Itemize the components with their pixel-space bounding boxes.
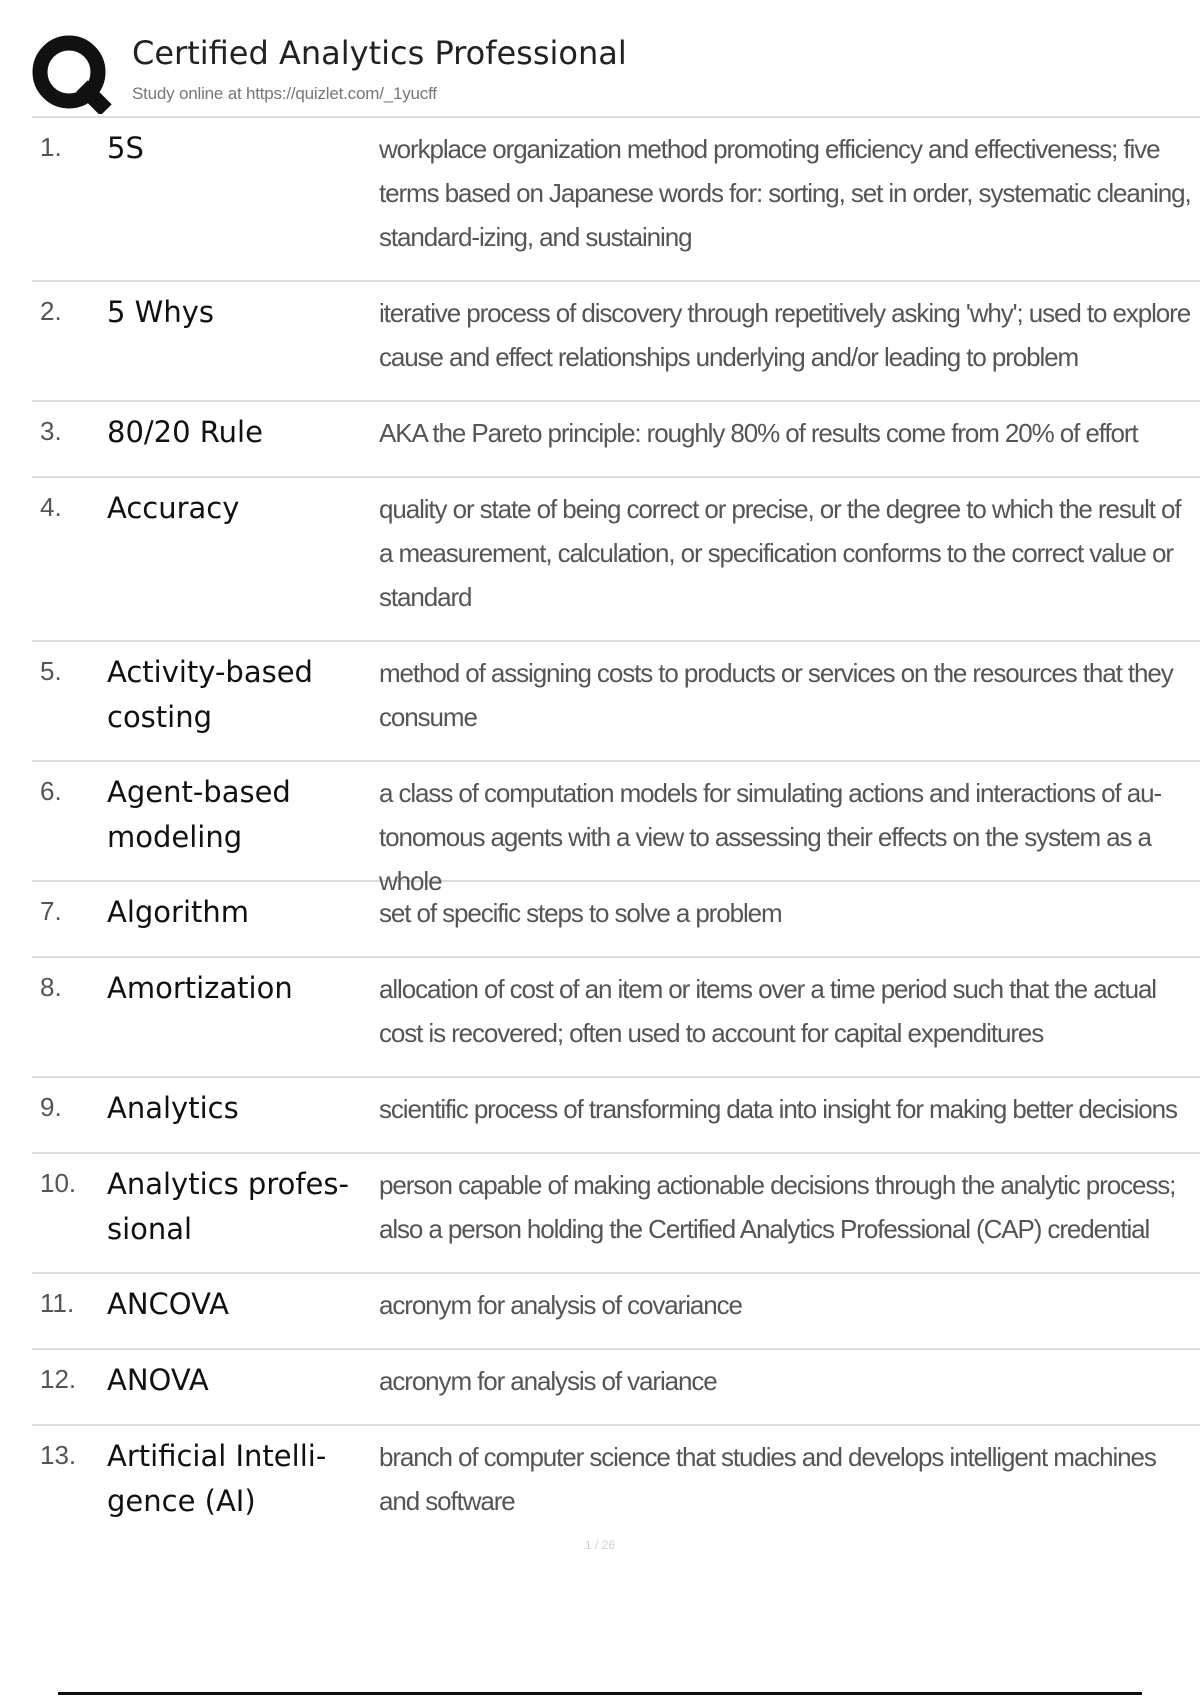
term-row [32, 402, 1200, 478]
term-number: 4. [40, 492, 62, 522]
term-row [32, 958, 1200, 1078]
term-number: 13. [40, 1440, 77, 1470]
page-title: Certified Analytics Professional [132, 34, 627, 72]
term-name: Analytics [107, 1091, 239, 1125]
term-number: 5. [40, 656, 62, 686]
term-number: 6. [40, 776, 62, 806]
term-list [32, 118, 1200, 1546]
term-name: 80/20 Rule [107, 415, 263, 449]
term-name: Agent-based modeling [107, 775, 291, 854]
term-name: Analytics profes-sional [107, 1167, 349, 1246]
term-number: 12. [40, 1364, 77, 1394]
page-number: 1 / 26 [584, 1538, 616, 1552]
term-name: ANOVA [107, 1363, 209, 1397]
term-number: 8. [40, 972, 62, 1002]
term-row [32, 118, 1200, 282]
term-definition: method of assigning costs to products or services on the resources that they consume [379, 658, 1173, 732]
term-number: 1. [40, 132, 62, 162]
term-name: 5 Whys [107, 295, 214, 329]
term-name: 5S [107, 131, 144, 165]
term-name: Amortization [107, 971, 293, 1005]
term-definition: AKA the Pareto principle: roughly 80% of results come from 20% of effort [379, 418, 1138, 448]
term-number: 9. [40, 1092, 62, 1122]
term-definition: quality or state of being correct or precise, or the degree to which the result of a measurement, calculation, or specification conforms to the correct value or standard [379, 494, 1181, 612]
term-definition: acronym for analysis of covariance [379, 1290, 742, 1320]
term-number: 7. [40, 896, 62, 926]
term-number: 10. [40, 1168, 77, 1198]
term-definition: acronym for analysis of variance [379, 1366, 717, 1396]
term-row [32, 1426, 1200, 1546]
term-name: Accuracy [107, 491, 240, 525]
term-name: ANCOVA [107, 1287, 229, 1321]
term-name: Activity-based costing [107, 655, 313, 734]
term-row [32, 642, 1200, 762]
term-definition: workplace organization method promoting efficiency and effectiveness; five terms based on Japanese words for: sorting, set in order, systematic cleaning, standard-izing, and sustaining [379, 134, 1191, 252]
term-definition: a class of computation models for simulating actions and interactions of au-tonomous agents with a view to assessing their effects on the system as a whole [379, 778, 1162, 896]
term-row [32, 882, 1200, 958]
term-definition: allocation of cost of an item or items over a time period such that the actual cost is recovered; often used to account for capital expenditures [379, 974, 1156, 1048]
term-row [32, 762, 1200, 896]
term-definition: branch of computer science that studies and develops intelligent machines and software [379, 1442, 1156, 1516]
term-row [32, 282, 1200, 402]
term-name: Algorithm [107, 895, 250, 929]
term-definition: iterative process of discovery through repetitively asking 'why'; used to explore cause and effect relationships underlying and/or leading to problem [379, 298, 1191, 372]
quizlet-logo-icon [32, 34, 112, 114]
term-number: 2. [40, 296, 62, 326]
term-definition: person capable of making actionable decisions through the analytic process; also a person holding the Certified Analytics Professional (CAP) credential [379, 1170, 1176, 1244]
term-name: Artificial Intelli-gence (AI) [107, 1439, 327, 1518]
term-row [32, 1078, 1200, 1154]
term-number: 3. [40, 416, 62, 446]
page-header [32, 28, 1200, 114]
term-number: 11. [40, 1288, 75, 1318]
footer-divider [58, 1692, 1142, 1695]
term-definition: scientific process of transforming data into insight for making better decisions [379, 1094, 1177, 1124]
term-row [32, 1350, 1200, 1426]
term-row [32, 478, 1200, 642]
term-row [32, 1274, 1200, 1350]
study-link[interactable]: Study online at https://quizlet.com/_1yucff [132, 84, 437, 103]
term-row [32, 1154, 1200, 1274]
term-definition: set of specific steps to solve a problem [379, 898, 782, 928]
